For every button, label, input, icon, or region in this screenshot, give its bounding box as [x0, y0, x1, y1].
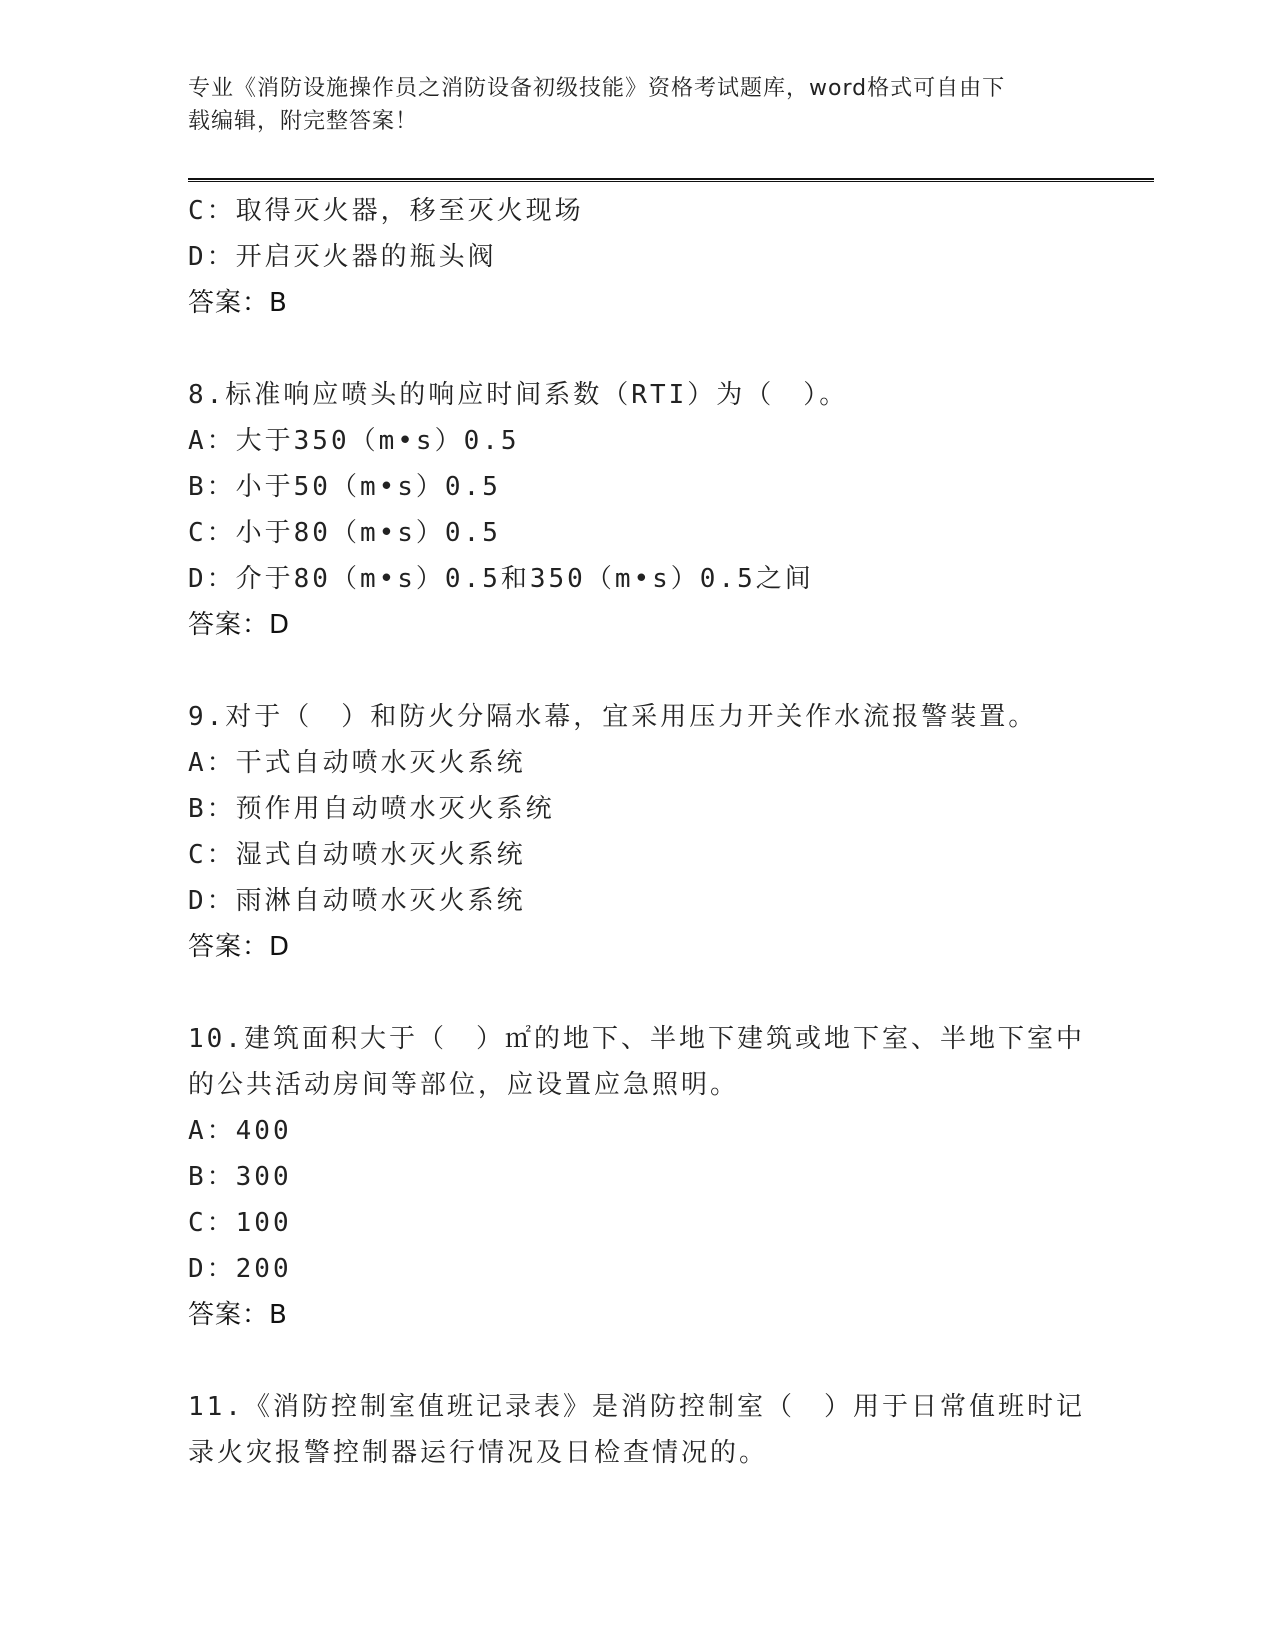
header-divider [188, 178, 1154, 182]
header-line-1: 专业《消防设施操作员之消防设备初级技能》资格考试题库，word格式可自由下 [188, 76, 1006, 101]
option-b: B：预作用自动喷水灭火系统 [188, 794, 555, 824]
option-c: C：100 [188, 1208, 292, 1238]
question-stem-line-2: 的公共活动房间等部位，应设置应急照明。 [188, 1070, 740, 1100]
option-a: A：干式自动喷水灭火系统 [188, 748, 526, 778]
question-9 [188, 694, 1088, 970]
document-header [188, 72, 1078, 138]
answer: 答案：B [188, 1300, 288, 1330]
question-stem: 8.标准响应喷头的响应时间系数（RTI）为（ ）。 [188, 380, 849, 410]
option-d: D：200 [188, 1254, 292, 1284]
option-d: D：开启灭火器的瓶头阀 [188, 242, 497, 272]
question-stem-line-1: 10.建筑面积大于（ ）㎡的地下、半地下建筑或地下室、半地下室中 [188, 1024, 1085, 1054]
option-d: D：介于80（m•s）0.5和350（m•s）0.5之间 [188, 564, 814, 594]
option-c: C：取得灭火器，移至灭火现场 [188, 196, 584, 226]
question-stem-line-2: 录火灾报警控制器运行情况及日检查情况的。 [188, 1438, 769, 1468]
question-8 [188, 372, 1088, 648]
spacer [188, 326, 1088, 372]
question-10 [188, 1016, 1088, 1338]
spacer [188, 648, 1088, 694]
answer: 答案：D [188, 610, 291, 640]
option-a: A：400 [188, 1116, 292, 1146]
option-c: C：小于80（m•s）0.5 [188, 518, 501, 548]
option-b: B：小于50（m•s）0.5 [188, 472, 501, 502]
option-c: C：湿式自动喷水灭火系统 [188, 840, 526, 870]
option-b: B：300 [188, 1162, 292, 1192]
answer: 答案：D [188, 932, 291, 962]
question-list [188, 188, 1088, 1476]
spacer [188, 970, 1088, 1016]
question-stem-line-1: 11.《消防控制室值班记录表》是消防控制室（ ）用于日常值班时记 [188, 1392, 1085, 1422]
question-stem: 9.对于（ ）和防火分隔水幕，宜采用压力开关作水流报警装置。 [188, 702, 1038, 732]
spacer [188, 1338, 1088, 1384]
option-d: D：雨淋自动喷水灭火系统 [188, 886, 526, 916]
header-line-2: 载编辑，附完整答案！ [188, 109, 419, 134]
question-7 [188, 188, 1088, 326]
answer: 答案：B [188, 288, 288, 318]
question-11 [188, 1384, 1088, 1476]
option-a: A：大于350（m•s）0.5 [188, 426, 520, 456]
